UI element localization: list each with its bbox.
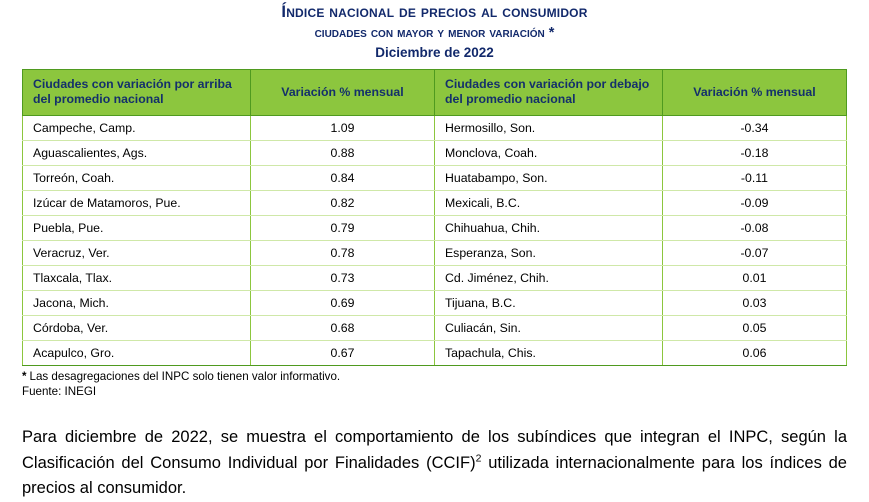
cell-below-value: 0.05 <box>662 316 846 341</box>
cell-below-city: Monclova, Coah. <box>434 141 662 166</box>
table-row <box>23 241 847 266</box>
table-row <box>23 116 847 141</box>
cell-above-city: Izúcar de Matamoros, Pue. <box>23 191 251 216</box>
cell-below-city: Tijuana, B.C. <box>434 291 662 316</box>
cell-above-value: 0.84 <box>250 166 434 191</box>
cell-above-value: 0.73 <box>250 266 434 291</box>
cell-above-value: 1.09 <box>250 116 434 141</box>
cell-above-city: Córdoba, Ver. <box>23 316 251 341</box>
table-body <box>23 116 847 366</box>
cell-above-city: Jacona, Mich. <box>23 291 251 316</box>
title-block <box>22 0 847 62</box>
cell-below-value: 0.01 <box>662 266 846 291</box>
paragraph-text-part2: utilizada internacionalmente para los índices de precios al consumidor. <box>22 453 847 497</box>
cell-above-value: 0.79 <box>250 216 434 241</box>
cell-below-city: Tapachula, Chis. <box>434 341 662 366</box>
cell-below-city: Culiacán, Sin. <box>434 316 662 341</box>
table-row <box>23 216 847 241</box>
column-header-above-city: Ciudades con variación por arriba del promedio nacional <box>23 70 251 116</box>
cell-above-value: 0.68 <box>250 316 434 341</box>
inpc-table <box>22 69 847 366</box>
table-row <box>23 291 847 316</box>
cell-above-value: 0.82 <box>250 191 434 216</box>
cell-above-city: Veracruz, Ver. <box>23 241 251 266</box>
table-row <box>23 316 847 341</box>
cell-above-city: Tlaxcala, Tlax. <box>23 266 251 291</box>
footnote-line <box>22 369 847 384</box>
inpc-table-wrapper <box>22 69 847 366</box>
cell-below-value: 0.03 <box>662 291 846 316</box>
cell-below-city: Huatabampo, Son. <box>434 166 662 191</box>
table-row <box>23 341 847 366</box>
source-line: Fuente: INEGI <box>22 385 97 398</box>
cell-below-value: -0.34 <box>662 116 846 141</box>
cell-below-value: -0.18 <box>662 141 846 166</box>
cell-below-city: Cd. Jiménez, Chih. <box>434 266 662 291</box>
cell-below-city: Mexicali, B.C. <box>434 191 662 216</box>
column-header-above-value: Variación % mensual <box>250 70 434 116</box>
cell-above-value: 0.69 <box>250 291 434 316</box>
page-date: Diciembre de 2022 <box>375 45 494 60</box>
footnote-reference: 2 <box>475 452 482 464</box>
footnote-marker: * <box>22 370 27 383</box>
cell-below-value: -0.07 <box>662 241 846 266</box>
cell-below-city: Esperanza, Son. <box>434 241 662 266</box>
cell-above-value: 0.78 <box>250 241 434 266</box>
cell-below-value: 0.06 <box>662 341 846 366</box>
cell-above-city: Torreón, Coah. <box>23 166 251 191</box>
table-header-row <box>23 70 847 116</box>
cell-below-city: Hermosillo, Son. <box>434 116 662 141</box>
table-notes <box>22 369 847 399</box>
column-header-below-value: Variación % mensual <box>662 70 846 116</box>
cell-above-value: 0.67 <box>250 341 434 366</box>
cell-below-value: -0.08 <box>662 216 846 241</box>
table-row <box>23 191 847 216</box>
body-paragraph <box>22 425 847 502</box>
table-row <box>23 266 847 291</box>
cell-above-city: Puebla, Pue. <box>23 216 251 241</box>
column-header-below-city: Ciudades con variación por debajo del promedio nacional <box>434 70 662 116</box>
page-title: Índice nacional de precios al consumidor <box>281 3 588 21</box>
footnote-text: Las desagregaciones del INPC solo tienen valor informativo. <box>29 370 341 383</box>
paragraph-text-part1: Para diciembre de 2022, se muestra el comportamiento de los subíndices que integran el INPC, según la Clasificación del Consumo Individual por Finalidades (CCIF) <box>22 428 847 472</box>
cell-below-value: -0.11 <box>662 166 846 191</box>
cell-above-city: Aguascalientes, Ags. <box>23 141 251 166</box>
table-row <box>23 141 847 166</box>
cell-above-value: 0.88 <box>250 141 434 166</box>
cell-above-city: Acapulco, Gro. <box>23 341 251 366</box>
cell-below-value: -0.09 <box>662 191 846 216</box>
page-subtitle: ciudades con mayor y menor variación * <box>314 25 555 41</box>
cell-below-city: Chihuahua, Chih. <box>434 216 662 241</box>
cell-above-city: Campeche, Camp. <box>23 116 251 141</box>
table-row <box>23 166 847 191</box>
